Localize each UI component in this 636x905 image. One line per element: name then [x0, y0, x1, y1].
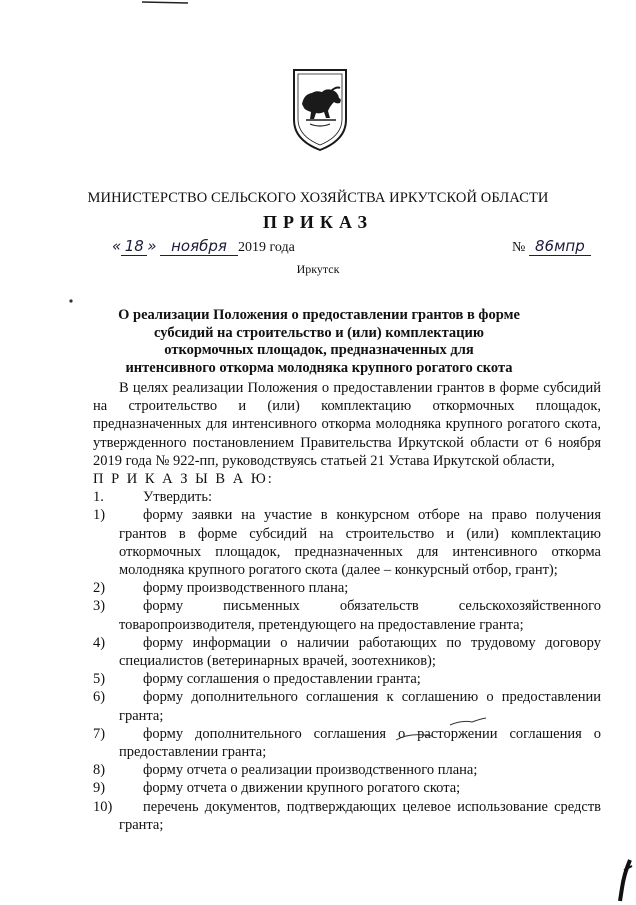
- handwritten-strike-mark: [394, 730, 434, 744]
- list-item-number: 6): [93, 689, 106, 706]
- list-item-number: 8): [93, 762, 106, 779]
- list-item-number: 4): [93, 634, 106, 651]
- list-item-text: перечень документов, подтверждающих целевое использование средств гранта;: [119, 798, 601, 833]
- list-item-text: форму соглашения о предоставлении гранта;: [143, 671, 421, 688]
- list-item-number: 3): [93, 598, 106, 615]
- point-1: [93, 488, 601, 506]
- city-name: Иркутск: [296, 262, 340, 276]
- order-number: [512, 237, 591, 256]
- list-item-text: форму заявки на участие в конкурсном отборе на право получения грантов в форме субсидий на строительство и (или) комплектацию откормочных площадок, предназначенных для интенсивного откорма молодняка крупного рогатого скота (далее – конкурсный отбор, грант);: [119, 507, 601, 579]
- list-item-number: 5): [93, 671, 106, 688]
- list-item-text: форму производственного плана;: [143, 580, 349, 597]
- document-type-title: ПРИКАЗ: [262, 212, 374, 232]
- number-handwritten: 86мпр: [529, 237, 591, 256]
- list-item: [93, 597, 601, 633]
- list-item-number: 7): [93, 725, 106, 742]
- date-day-handwritten: 18: [121, 237, 147, 256]
- list-item-number: 2): [93, 580, 106, 597]
- list-item-number: 1): [93, 507, 106, 524]
- point-number: 1.: [93, 489, 104, 506]
- list-item: [93, 688, 601, 724]
- point-text: Утвердить:: [143, 489, 212, 506]
- date-month-handwritten: ноября: [160, 237, 238, 256]
- ministry-name: МИНИСТЕРСТВО СЕЛЬСКОГО ХОЗЯЙСТВА ИРКУТСКОЙ ОБЛАСТИ: [87, 190, 549, 206]
- list-item: [93, 761, 601, 779]
- list-item-text: форму дополнительного соглашения о расторжении соглашения о предоставлении гранта;: [119, 725, 601, 761]
- list-item: [93, 798, 601, 834]
- page-corner-artifact: [600, 858, 634, 903]
- list-item-text: форму отчета о реализации производственного плана;: [143, 762, 478, 779]
- number-sign: №: [512, 240, 526, 255]
- date-open-quote: «: [112, 237, 122, 255]
- order-body: [93, 379, 601, 834]
- list-item-text: форму отчета о движении крупного рогатого скота;: [143, 780, 461, 797]
- list-item-number: 10): [93, 798, 113, 815]
- date-close-quote: »: [147, 237, 157, 255]
- order-heading: О реализации Положения о предоставлении грантов в форме субсидий на строительство и (или) комплектацию откормочных площадок, предназначенных для интенсивного откорма молодняка крупного рогатого скота: [118, 307, 520, 376]
- scan-artifact-top: [140, 0, 190, 6]
- list-item-text: форму письменных обязательств сельскохозяйственного товаропроизводителя, претендующего на предоставление гранта;: [119, 598, 601, 633]
- order-date: [112, 237, 295, 256]
- list-item: [93, 670, 601, 688]
- date-year: 2019 года: [238, 240, 295, 255]
- list-item: [93, 634, 601, 670]
- preamble-paragraph: В целях реализации Положения о предоставлении грантов в форме субсидий на строительство и (или) комплектацию откормочных площадок, предназначенных для интенсивного откорма молодняка крупного рогатого скота, утвержденного постановлением Правительства Иркутской области от 6 ноября 2019 года № 922-пп, руководствуясь статьей 21 Устава Иркутской области,: [93, 380, 601, 469]
- list-item: [93, 779, 601, 797]
- list-item: [93, 725, 601, 761]
- list-item: [93, 579, 601, 597]
- list-item: [93, 506, 601, 579]
- handwritten-correction-mark: [448, 716, 488, 728]
- order-directive: П Р И К А З Ы В А Ю:: [93, 471, 274, 488]
- list-item-text: форму дополнительного соглашения к соглашению о предоставлении гранта;: [119, 689, 601, 724]
- coat-of-arms-emblem-icon: [292, 68, 348, 152]
- scan-dot-artifact: [68, 298, 74, 304]
- list-item-text: форму информации о наличии работающих по трудовому договору специалистов (ветеринарных врачей, зоотехников);: [119, 634, 601, 670]
- list-item-number: 9): [93, 780, 106, 797]
